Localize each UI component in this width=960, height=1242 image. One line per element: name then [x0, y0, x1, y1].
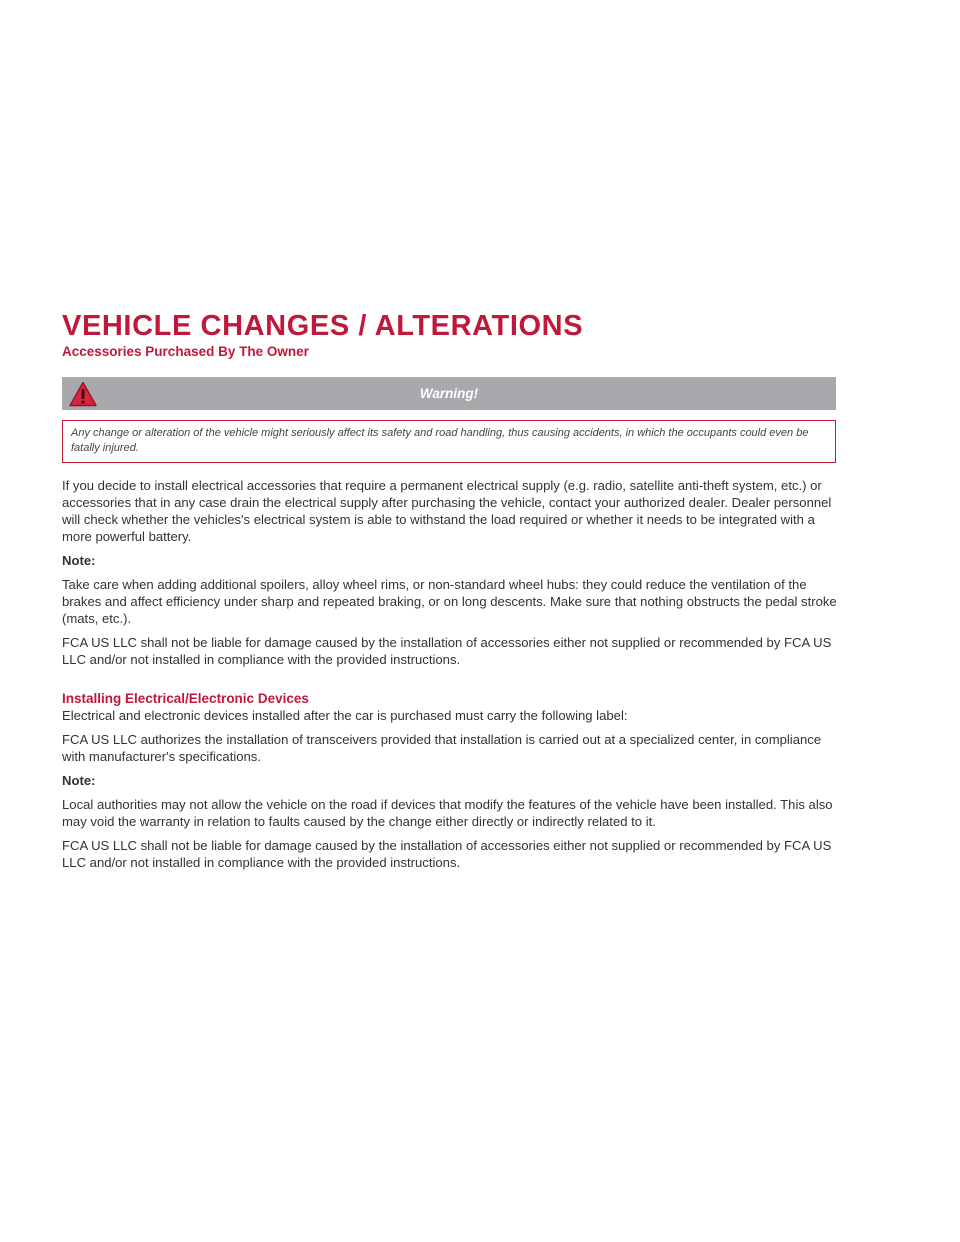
warning-text: Any change or alteration of the vehicle might seriously affect its safety and road handling, thus causing accidents, in which the occupants could even be fatally injured. — [71, 427, 809, 454]
note-label: Note: — [62, 773, 96, 788]
subheading-installing-devices: Installing Electrical/Electronic Devices — [62, 691, 309, 706]
paragraph-label-requirement: Electrical and electronic devices installed after the car is purchased must carry the following label: — [62, 708, 628, 723]
section-subtitle: Accessories Purchased By The Owner — [62, 344, 309, 359]
paragraph-liability: FCA US LLC shall not be liable for damage caused by the installation of accessories either not supplied or recommended by FCA US LLC and/or not installed in compliance with the provided instructions. — [62, 635, 832, 667]
paragraph-electrical-accessories: If you decide to install electrical accessories that require a permanent electrical supply (e.g. radio, satellite anti-theft system, etc.) or accessories that in any case drain the electrical supply after purchasing the vehicle, contact your authorized dealer. Dealer personnel will check whether the vehicles's electrical system is able to withstand the load required or whether it needs to be integrated with a more powerful battery. — [62, 478, 832, 544]
paragraph-liability-repeat: FCA US LLC shall not be liable for damage caused by the installation of accessories either not supplied or recommended by FCA US LLC and/or not installed in compliance with the provided instructions. — [62, 838, 832, 870]
warning-header — [62, 377, 836, 410]
paragraph-spoilers: Take care when adding additional spoilers, alloy wheel rims, or non-standard wheel hubs: they could reduce the ventilation of the brakes and affect efficiency under sharp and repeated braking, or on long descents. Make sure that nothing obstructs the pedal stroke (mats, etc.). — [62, 577, 837, 626]
section-title: VEHICLE CHANGES / ALTERATIONS — [62, 310, 584, 342]
warning-title: Warning! — [419, 386, 479, 401]
warning-box — [62, 420, 836, 463]
paragraph-transceivers: FCA US LLC authorizes the installation of transceivers provided that installation is carried out at a specialized center, in compliance with manufacturer's specifications. — [62, 732, 822, 764]
note-label: Note: — [62, 553, 96, 568]
paragraph-local-authorities: Local authorities may not allow the vehicle on the road if devices that modify the features of the vehicle have been installed. This also may void the warranty in relation to faults caused by the change either directly or indirectly related to it. — [62, 797, 833, 829]
body-text — [62, 477, 837, 878]
